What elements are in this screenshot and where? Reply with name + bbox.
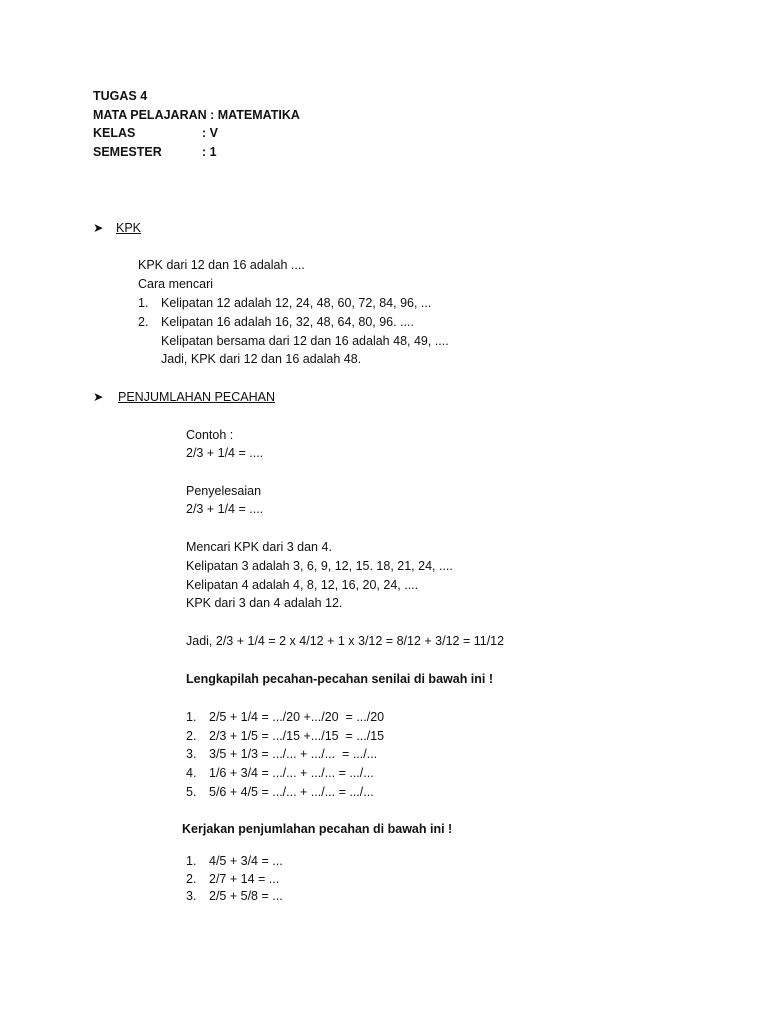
solution: 2/3 + 1/4 = .... — [186, 502, 264, 516]
exercise-item: 2/7 + 14 = ... — [209, 872, 280, 886]
exercise-item: 2/3 + 1/5 = .../15 +.../15 = .../15 — [209, 729, 385, 743]
step-number: 2. — [138, 315, 149, 329]
result-line: Jadi, 2/3 + 1/4 = 2 x 4/12 + 1 x 3/12 = 8/12 + 3/12 = 11/12 — [186, 634, 505, 648]
section-heading-pecahan: PENJUMLAHAN PECAHAN — [118, 390, 275, 404]
step-text: Kelipatan 12 adalah 12, 24, 48, 60, 72, 84, 96, ... — [161, 296, 432, 310]
exercise-number: 1. — [186, 710, 197, 724]
exercise-item: 5/6 + 4/5 = .../... + .../... = .../... — [209, 785, 374, 799]
arrow-bullet-icon: ➤ — [93, 221, 104, 235]
example: 2/3 + 1/4 = .... — [186, 446, 264, 460]
section-heading-kpk: KPK — [116, 221, 142, 235]
exercise-item: 2/5 + 1/4 = .../20 +.../20 = .../20 — [209, 710, 385, 724]
subject-line: MATA PELAJARAN : MATEMATIKA — [93, 108, 300, 122]
exercise1-title: Lengkapilah pecahan-pecahan senilai di bawah ini ! — [186, 672, 494, 686]
exercise-number: 2. — [186, 872, 197, 886]
step-text: Kelipatan 16 adalah 16, 32, 48, 64, 80, 96. .... — [161, 315, 414, 329]
work-line: Kelipatan 3 adalah 3, 6, 9, 12, 15. 18, 21, 24, .... — [186, 559, 453, 573]
semester-label: SEMESTER — [93, 145, 162, 159]
exercise-item: 4/5 + 3/4 = ... — [209, 854, 283, 868]
work-line: KPK dari 3 dan 4 adalah 12. — [186, 596, 343, 610]
kpk-method: Cara mencari — [138, 277, 214, 291]
exercise-item: 2/5 + 5/8 = ... — [209, 889, 283, 903]
exercise-number: 1. — [186, 854, 197, 868]
exercise-number: 5. — [186, 785, 197, 799]
kpk-question: KPK dari 12 dan 16 adalah .... — [138, 258, 305, 272]
kpk-common: Kelipatan bersama dari 12 dan 16 adalah 48, 49, .... — [161, 334, 449, 348]
exercise-number: 2. — [186, 729, 197, 743]
exercise-item: 1/6 + 3/4 = .../... + .../... = .../... — [209, 766, 374, 780]
work-line: Kelipatan 4 adalah 4, 8, 12, 16, 20, 24, .... — [186, 578, 419, 592]
exercise2-title: Kerjakan penjumlahan pecahan di bawah ini ! — [182, 822, 453, 836]
step-number: 1. — [138, 296, 149, 310]
arrow-bullet-icon: ➤ — [93, 390, 104, 404]
exercise-number: 3. — [186, 747, 197, 761]
kpk-conclusion: Jadi, KPK dari 12 dan 16 adalah 48. — [161, 352, 362, 366]
doc-title: TUGAS 4 — [93, 89, 148, 103]
work-line: Mencari KPK dari 3 dan 4. — [186, 540, 332, 554]
class-value: : V — [202, 126, 218, 140]
semester-value: : 1 — [202, 145, 217, 159]
solution-label: Penyelesaian — [186, 484, 262, 498]
example-label: Contoh : — [186, 428, 234, 442]
class-label: KELAS — [93, 126, 136, 140]
exercise-item: 3/5 + 1/3 = .../... + .../... = .../... — [209, 747, 378, 761]
exercise-number: 4. — [186, 766, 197, 780]
exercise-number: 3. — [186, 889, 197, 903]
